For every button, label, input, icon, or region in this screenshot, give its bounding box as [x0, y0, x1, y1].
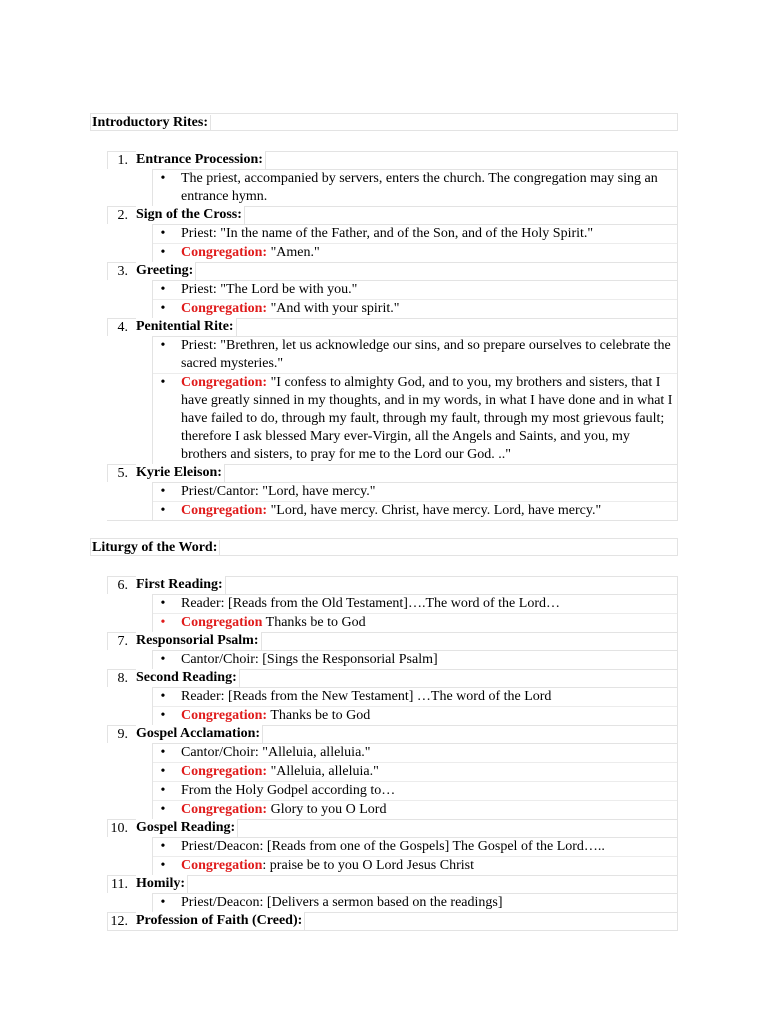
bullet-text: "Amen." [267, 245, 320, 260]
bullet-item [153, 614, 677, 632]
bullet-list [152, 743, 678, 819]
bullet-dot-icon: • [160, 375, 166, 390]
item-number: 12. [110, 914, 128, 929]
bullet-list [152, 594, 678, 632]
bullet-text: "Alleluia, alleluia." [267, 764, 379, 779]
congregation-label: Congregation [181, 615, 263, 630]
list-item [107, 819, 678, 875]
item-heading-row [107, 632, 678, 650]
item-heading: Sign of the Cross: [136, 206, 245, 224]
list-item [107, 318, 678, 464]
bullet-item [153, 801, 677, 819]
bullet-text: Priest: "The Lord be with you." [181, 282, 358, 297]
bullet-text: "I confess to almighty God, and to you, my brothers and sisters, that I have greatly sinned in my thoughts, and in my words, in what I have done and in what I have failed to do, through my fault, through my fault, through my most grievous fault; therefore I ask blessed Mary ever-Virgin, all the Angels and Saints, and you, my brothers and sisters, to pray for me to the Lord our God. .." [181, 375, 676, 462]
congregation-label: Congregation: [181, 301, 268, 316]
item-heading: Homily: [136, 875, 188, 893]
bullet-text: Glory to you O Lord [267, 802, 387, 817]
bullet-item [153, 857, 677, 875]
item-heading: First Reading: [136, 576, 226, 594]
bullet-dot-icon: • [160, 596, 166, 611]
bullet-dot-icon: • [160, 652, 166, 667]
bullet-text: Priest/Cantor: "Lord, have mercy." [181, 484, 376, 499]
item-number: 6. [117, 578, 128, 593]
bullet-item [153, 281, 677, 300]
section-title-liturgy-of-the-word [90, 538, 678, 556]
bullet-dot-icon: • [160, 745, 166, 760]
item-heading-row [107, 206, 678, 224]
list-item [107, 262, 678, 318]
bullet-text: From the Holy Godpel according to… [181, 783, 396, 798]
bullet-list [152, 893, 678, 912]
bullet-dot-icon: • [160, 171, 166, 186]
bullet-list [152, 169, 678, 206]
bullet-list [152, 224, 678, 262]
bullet-dot-icon: • [160, 689, 166, 704]
bullet-dot-icon: • [160, 708, 166, 723]
item-number: 10. [110, 821, 128, 836]
item-number: 8. [117, 671, 128, 686]
bullet-item [153, 244, 677, 262]
bullet-list [152, 482, 678, 520]
item-heading: Kyrie Eleison: [136, 464, 225, 482]
bullet-text: Priest: "Brethren, let us acknowledge our sins, and so prepare ourselves to celebrate the sacred mysteries." [181, 338, 675, 371]
bullet-text: Reader: [Reads from the Old Testament]….The word of the Lord… [181, 596, 560, 611]
bullet-item [153, 225, 677, 244]
bullet-dot-icon: • [160, 858, 166, 873]
bullet-item [153, 502, 677, 520]
bullet-dot-icon: • [160, 301, 166, 316]
congregation-label: Congregation: [181, 802, 268, 817]
item-heading-row [107, 464, 678, 482]
bullet-list [152, 336, 678, 464]
bullet-text: Reader: [Reads from the New Testament] …The word of the Lord [181, 689, 552, 704]
item-heading-row [107, 819, 678, 837]
item-heading-row [107, 912, 678, 930]
congregation-label: Congregation: [181, 503, 268, 518]
section-title-introductory-rites [90, 113, 678, 131]
bullet-dot-icon: • [160, 503, 166, 518]
item-number: 5. [117, 466, 128, 481]
item-heading: Second Reading: [136, 669, 240, 687]
list-bottom-border [107, 930, 678, 931]
bullet-dot-icon: • [160, 338, 166, 353]
item-number: 9. [117, 727, 128, 742]
bullet-list [152, 687, 678, 725]
item-number: 4. [117, 320, 128, 335]
bullet-item [153, 838, 677, 857]
bullet-item [153, 688, 677, 707]
list-item [107, 464, 678, 520]
list-item [107, 576, 678, 632]
bullet-item [153, 300, 677, 318]
bullet-item [153, 894, 677, 912]
list-item [107, 912, 678, 930]
item-heading-row [107, 725, 678, 743]
item-heading-row [107, 669, 678, 687]
bullet-text: Cantor/Choir: [Sings the Responsorial Psalm] [181, 652, 438, 667]
item-heading: Penitential Rite: [136, 318, 237, 336]
bullet-item [153, 374, 677, 464]
bullet-dot-icon: • [160, 282, 166, 297]
item-heading: Profession of Faith (Creed): [136, 912, 305, 930]
list-item [107, 875, 678, 912]
bullet-item [153, 782, 677, 801]
list-item [107, 206, 678, 262]
bullet-dot-icon: • [160, 245, 166, 260]
bullet-dot-icon: • [160, 839, 166, 854]
item-heading: Gospel Reading: [136, 819, 238, 837]
bullet-text: : praise be to you O Lord Jesus Christ [262, 858, 474, 873]
bullet-item [153, 651, 677, 669]
bullet-dot-icon: • [160, 226, 166, 241]
bullet-text: "Lord, have mercy. Christ, have mercy. Lord, have mercy." [267, 503, 602, 518]
bullet-dot-icon: • [160, 783, 166, 798]
list-item [107, 632, 678, 669]
bullet-list [152, 837, 678, 875]
bullet-dot-icon: • [160, 895, 166, 910]
bullet-text: The priest, accompanied by servers, enters the church. The congregation may sing an entrance hymn. [181, 171, 662, 204]
list-item [107, 669, 678, 725]
bullet-text: Priest/Deacon: [Delivers a sermon based on the readings] [181, 895, 503, 910]
bullet-dot-icon: • [160, 484, 166, 499]
item-heading: Responsorial Psalm: [136, 632, 262, 650]
congregation-label: Congregation: [181, 375, 268, 390]
item-number: 1. [117, 153, 128, 168]
congregation-label: Congregation: [181, 764, 268, 779]
list-item [107, 725, 678, 819]
bullet-text: "And with your spirit." [267, 301, 400, 316]
section-title-text: Introductory Rites: [92, 115, 211, 130]
bullet-text: Thanks be to God [262, 615, 366, 630]
introductory-rites-list [107, 151, 678, 521]
item-number: 2. [117, 208, 128, 223]
bullet-list [152, 280, 678, 318]
bullet-text: Priest/Deacon: [Reads from one of the Gospels] The Gospel of the Lord….. [181, 839, 605, 854]
bullet-text: Cantor/Choir: "Alleluia, alleluia." [181, 745, 371, 760]
congregation-label: Congregation: [181, 708, 268, 723]
bullet-item [153, 337, 677, 374]
item-heading-row [107, 576, 678, 594]
item-heading: Gospel Acclamation: [136, 725, 263, 743]
bullet-item [153, 483, 677, 502]
item-number: 11. [111, 877, 128, 892]
bullet-dot-icon: • [160, 764, 166, 779]
bullet-item [153, 595, 677, 614]
bullet-item [153, 170, 677, 206]
item-heading: Greeting: [136, 262, 196, 280]
bullet-dot-icon: • [160, 802, 166, 817]
congregation-label: Congregation: [181, 245, 268, 260]
list-item [107, 151, 678, 206]
bullet-text: Priest: "In the name of the Father, and of the Son, and of the Holy Spirit." [181, 226, 594, 241]
section-title-text: Liturgy of the Word: [92, 540, 220, 555]
bullet-item [153, 707, 677, 725]
item-heading-row [107, 875, 678, 893]
item-heading-row [107, 262, 678, 280]
bullet-item [153, 763, 677, 782]
item-number: 3. [117, 264, 128, 279]
bullet-list [152, 650, 678, 669]
bullet-text: Thanks be to God [267, 708, 371, 723]
bullet-dot-icon: • [160, 615, 166, 630]
bullet-item [153, 744, 677, 763]
item-number: 7. [117, 634, 128, 649]
list-bottom-border [107, 520, 678, 521]
item-heading-row [107, 318, 678, 336]
liturgy-of-the-word-list [107, 576, 678, 931]
item-heading-row [107, 151, 678, 169]
item-heading: Entrance Procession: [136, 151, 266, 169]
congregation-label: Congregation [181, 858, 263, 873]
